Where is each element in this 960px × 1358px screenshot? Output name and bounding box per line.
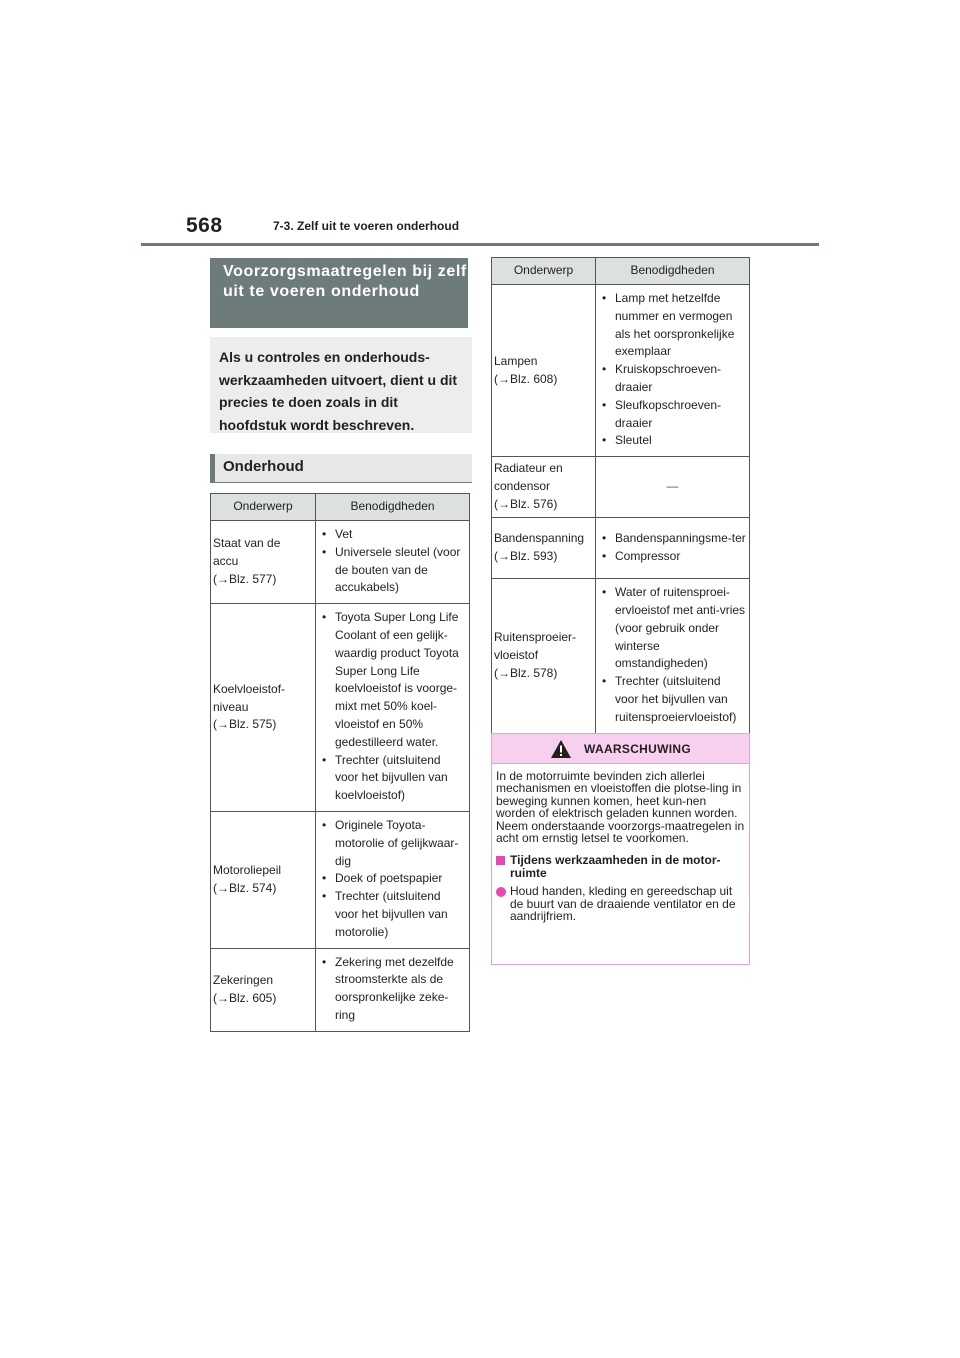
table-row [492, 579, 750, 733]
warning-heading-text: Tijdens werkzaamheden in de motor-ruimte [510, 853, 721, 880]
subject-cell [492, 285, 596, 457]
table-row [211, 811, 470, 948]
subject-line: Bandenspanning [494, 531, 585, 546]
items-cell [316, 604, 470, 812]
subject-line: Lampen [494, 353, 538, 368]
table-row [211, 604, 470, 812]
section-title: Voorzorgsmaatregelen bij zelf uit te voeren onderhoud [210, 258, 468, 328]
list-item: • Sleufkopschroeven-draaier [602, 397, 747, 433]
items-cell [316, 811, 470, 948]
chapter-title: 7-3. Zelf uit te voeren onderhoud [273, 219, 460, 233]
subject-cell [211, 521, 316, 604]
subject-cell [492, 579, 596, 733]
subject-line: Radiateur en [494, 461, 563, 476]
list-item: • Lamp met hetzelfde nummer en vermogen als het oorspronkelijke exemplaar [602, 290, 747, 361]
subject-line: Ruitensproeier- [494, 630, 577, 645]
subject-cell [492, 518, 596, 579]
items-cell [596, 285, 750, 457]
list-item: • Toyota Super Long Life Coolant of een gelijk-waardig product Toyota Super Long Life koelvloeistof is voorge-mixt met 50% koel-vloeistof en 50% gedestilleerd water. [322, 609, 467, 751]
page-reference: (→Blz. 577) [213, 571, 277, 586]
subject-line: Koelvloeistof- [213, 681, 286, 696]
empty-dash: — [596, 457, 750, 518]
list-item: • Kruiskopschroeven-draaier [602, 361, 747, 397]
subsection-rule [210, 482, 472, 483]
intro-text: Als u controles en onderhouds-werkzaamheden uitvoert, dient u dit precies te doen zoals in dit hoofdstuk wordt beschreven. [210, 337, 472, 433]
subject-cell [492, 457, 596, 518]
warning-heading [496, 854, 745, 879]
list-item: • Zekering met dezelfde stroomsterkte als de oorspronkelijke zeke-ring [322, 954, 467, 1025]
table-row [492, 457, 750, 518]
subject-line: vloeistof [494, 647, 539, 662]
list-item: • Bandenspanningsme-ter [602, 530, 747, 548]
page-reference: (→Blz. 605) [213, 990, 277, 1005]
page-number: 568 [186, 214, 223, 237]
warning-box [491, 733, 750, 965]
subject-cell [211, 948, 316, 1031]
items-cell [316, 948, 470, 1031]
subject-cell [211, 604, 316, 812]
list-item: • Doek of poetspapier [322, 870, 467, 888]
column-header-items: Benodigdheden [596, 258, 750, 285]
list-item: • Universele sleutel (voor de bouten van de accukabels) [322, 544, 467, 597]
warning-header [492, 734, 749, 764]
column-header-items: Benodigdheden [316, 494, 470, 521]
items-cell [316, 521, 470, 604]
column-header-subject: Onderwerp [211, 494, 316, 521]
subject-line: niveau [213, 699, 249, 714]
table-row [211, 521, 470, 604]
items-cell [596, 579, 750, 733]
warning-bullet [496, 885, 745, 922]
table-row [492, 285, 750, 457]
column-header-subject: Onderwerp [492, 258, 596, 285]
items-cell [596, 518, 750, 579]
warning-title: WAARSCHUWING [584, 741, 691, 756]
subsection-title: Onderhoud [210, 454, 472, 482]
square-bullet-icon [496, 856, 505, 865]
subject-cell [211, 811, 316, 948]
subject-line: condensor [494, 479, 551, 494]
circle-bullet-icon [496, 887, 506, 897]
warning-bullet-text: Houd handen, kleding en gereedschap uit de buurt van de draaiende ventilator en de aandrijfriem. [510, 884, 736, 924]
maintenance-table-right [491, 257, 750, 734]
warning-triangle-icon [550, 739, 572, 759]
subject-line: Motoroliepeil [213, 862, 282, 877]
warning-text: In de motorruimte bevinden zich allerlei mechanismen en vloeistoffen die plotse-ling in beweging kunnen komen, heet kun-nen worden of elektrisch geladen kunnen worden. Neem onderstaande voorzorgs-maatregelen in acht om ernstig letsel te voorkomen. [496, 769, 745, 846]
list-item: • Sleutel [602, 432, 747, 450]
table-header-row [492, 258, 750, 285]
page-reference: (→Blz. 574) [213, 880, 277, 895]
table-row [492, 518, 750, 579]
page-reference: (→Blz. 593) [494, 549, 558, 564]
table-row [211, 948, 470, 1031]
list-item: • Trechter (uitsluitend voor het bijvullen van ruitensproeiervloeistof) [602, 673, 747, 726]
warning-body [492, 764, 749, 922]
list-item: • Compressor [602, 548, 747, 566]
page-reference: (→Blz. 608) [494, 371, 558, 386]
page-reference: (→Blz. 576) [494, 497, 558, 512]
subject-line: Staat van de [213, 536, 281, 551]
page-reference: (→Blz. 575) [213, 717, 277, 732]
subject-line: Zekeringen [213, 972, 274, 987]
table-header-row [211, 494, 470, 521]
maintenance-table-left [210, 493, 470, 1032]
page-reference: (→Blz. 578) [494, 665, 558, 680]
header-rule [141, 243, 819, 246]
list-item: • Vet [322, 526, 467, 544]
subject-line: accu [213, 554, 239, 569]
list-item: • Water of ruitensproei-ervloeistof met anti-vries (voor gebruik onder winterse omstandigheden) [602, 584, 747, 673]
list-item: • Trechter (uitsluitend voor het bijvullen van motorolie) [322, 888, 467, 941]
list-item: • Originele Toyota-motorolie of gelijkwaar-dig [322, 817, 467, 870]
list-item: • Trechter (uitsluitend voor het bijvullen van koelvloeistof) [322, 752, 467, 805]
